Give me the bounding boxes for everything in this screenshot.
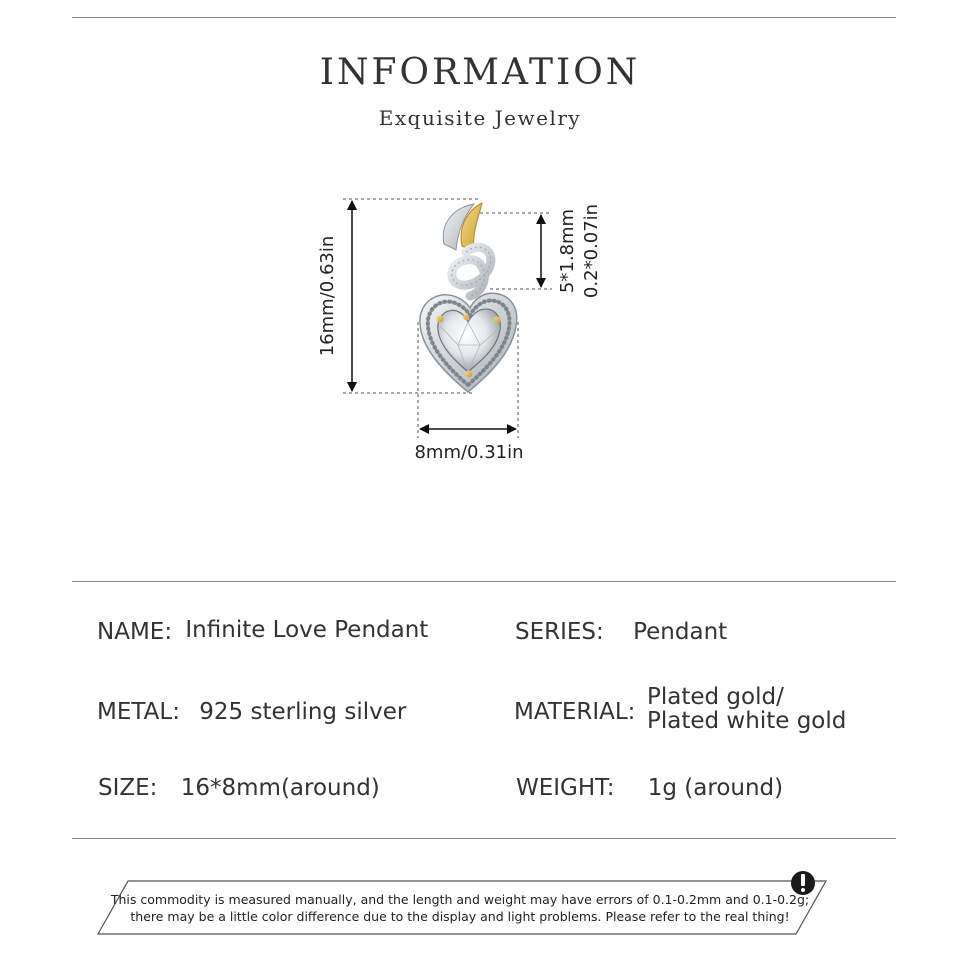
spec-name-value: Infinite Love Pendant <box>185 617 429 643</box>
height-label: 16mm/0.63in <box>317 235 338 357</box>
bail-mm-label: 5*1.8mm <box>557 208 578 294</box>
spec-series-value: Pendant <box>633 619 728 645</box>
bail-in-label: 0.2*0.07in <box>581 203 602 299</box>
bottom-divider <box>72 838 896 839</box>
notice-text <box>110 891 810 925</box>
spec-weight <box>516 776 783 800</box>
spec-material-values <box>647 685 846 733</box>
notice-line-2: there may be a little color difference due to the display and light problems. Please refer to the real thing! <box>130 909 790 924</box>
spec-material <box>514 700 635 724</box>
spec-weight-value: 1g (around) <box>647 775 784 801</box>
spec-size <box>98 776 380 800</box>
spec-material-value-2: Plated white gold <box>647 708 847 734</box>
spec-size-label: SIZE: <box>98 775 158 801</box>
pendant-image <box>420 203 517 392</box>
spec-name-label: NAME: <box>97 619 173 645</box>
spec-weight-label: WEIGHT: <box>516 775 615 801</box>
width-label: 8mm/0.31in <box>414 442 524 463</box>
page-title: INFORMATION <box>319 52 641 93</box>
spec-name <box>97 617 429 645</box>
spec-series-label: SERIES: <box>515 619 604 645</box>
spec-material-value-1: Plated gold/ <box>647 684 784 710</box>
spec-size-value: 16*8mm(around) <box>180 775 380 801</box>
spec-series <box>515 620 727 644</box>
page-subtitle: Exquisite Jewelry <box>378 106 582 130</box>
notice-line-1: This commodity is measured manually, and the length and weight may have errors of 0.1-0.2mm and 0.1-0.2g; <box>110 892 810 907</box>
spec-material-label: MATERIAL: <box>514 699 636 725</box>
spec-metal <box>97 700 406 724</box>
spec-metal-value: 925 sterling silver <box>199 699 407 725</box>
spec-metal-label: METAL: <box>97 699 180 725</box>
middle-divider <box>72 581 896 582</box>
